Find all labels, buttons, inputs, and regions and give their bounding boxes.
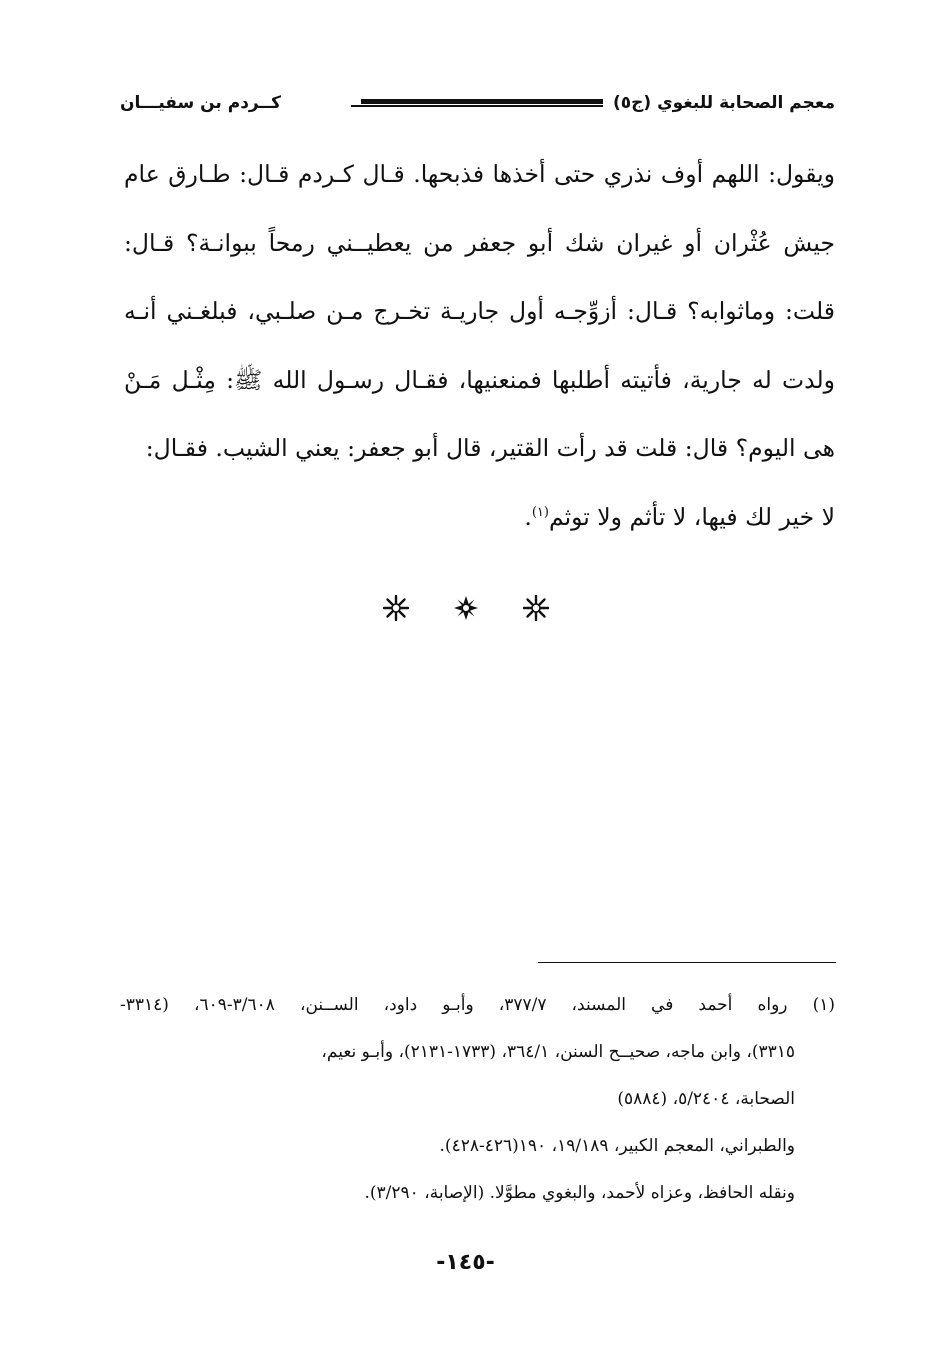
header-rule [291,96,603,110]
text-line: هى اليوم؟ قال: قلت قد رأت القتير، قال أبو جعفر: يعني الشيب. فقـال: [145,434,835,462]
book-title: معجم الصحابة للبغوي (ج٥) [612,93,835,113]
footnote-line: الصحابة، ٥/٢٤٠٤، (٥٨٨٤) [617,1089,795,1109]
text-line: عام جيش عُثْران أو غيران شك أبو جعفر من يعطيــني رمحاً ببوانـة؟ قـال: [124,160,835,257]
star-ornament-icon [383,595,409,621]
text-line: ولدت له جارية، فأتيته أطلبها فمنعنيها، فقـال رسـول الله ﷺ: مِثْـل مَـنْ [124,365,835,394]
footnote-line: والطبراني، المعجم الكبير، ١٩/١٨٩، ١٩٠(٤٢٦-٤٢٨). [439,1136,795,1156]
footnote-line: ٣٣١٥)، وابن ماجه، صحيــح السنن، ٣٦٤/١، (١٧٣٣-٢١٣١)، وأبـو نعيم، [321,1042,795,1062]
entry-name: كــردم بن سفيـــان [120,93,282,113]
footnote-reference[interactable]: (١) [531,504,549,520]
text-line: قلت: وماثوابه؟ قـال: أزوِّجـه أول جاريـة تخـرج مـن صلـبي، فبلغـني أنـه [124,297,835,325]
footnote-line: (١) رواه أحمد في المسند، ٣٧٧/٧، وأبـو داود، الســنن، ٣/٦٠٨-٦٠٩، (٣٣١٤- [120,995,835,1015]
text-line: ويقول: اللهم أوف نذري حتى أخذها فذبحها. قـال كـردم قـال: طـارق [168,160,835,188]
page-number: -١٤٥- [436,1250,495,1275]
footnote-divider [538,962,836,963]
header-rule-thin [351,105,603,107]
header-rule-thick [361,99,603,104]
running-header [120,86,835,120]
footnote-line: ونقله الحافظ، وعزاه لأحمد، والبغوي مطوَّلا. (الإصابة، ٣/٢٩٠). [364,1183,795,1203]
section-separator [0,588,931,628]
star-ornament-icon [523,595,549,621]
text-line: لا خير لك فيها، لا تأثم ولا توثم [548,502,835,531]
star-ornament-icon [453,595,479,621]
footnotes [120,982,835,1217]
end-mark: . [524,502,532,531]
main-text [124,140,835,551]
